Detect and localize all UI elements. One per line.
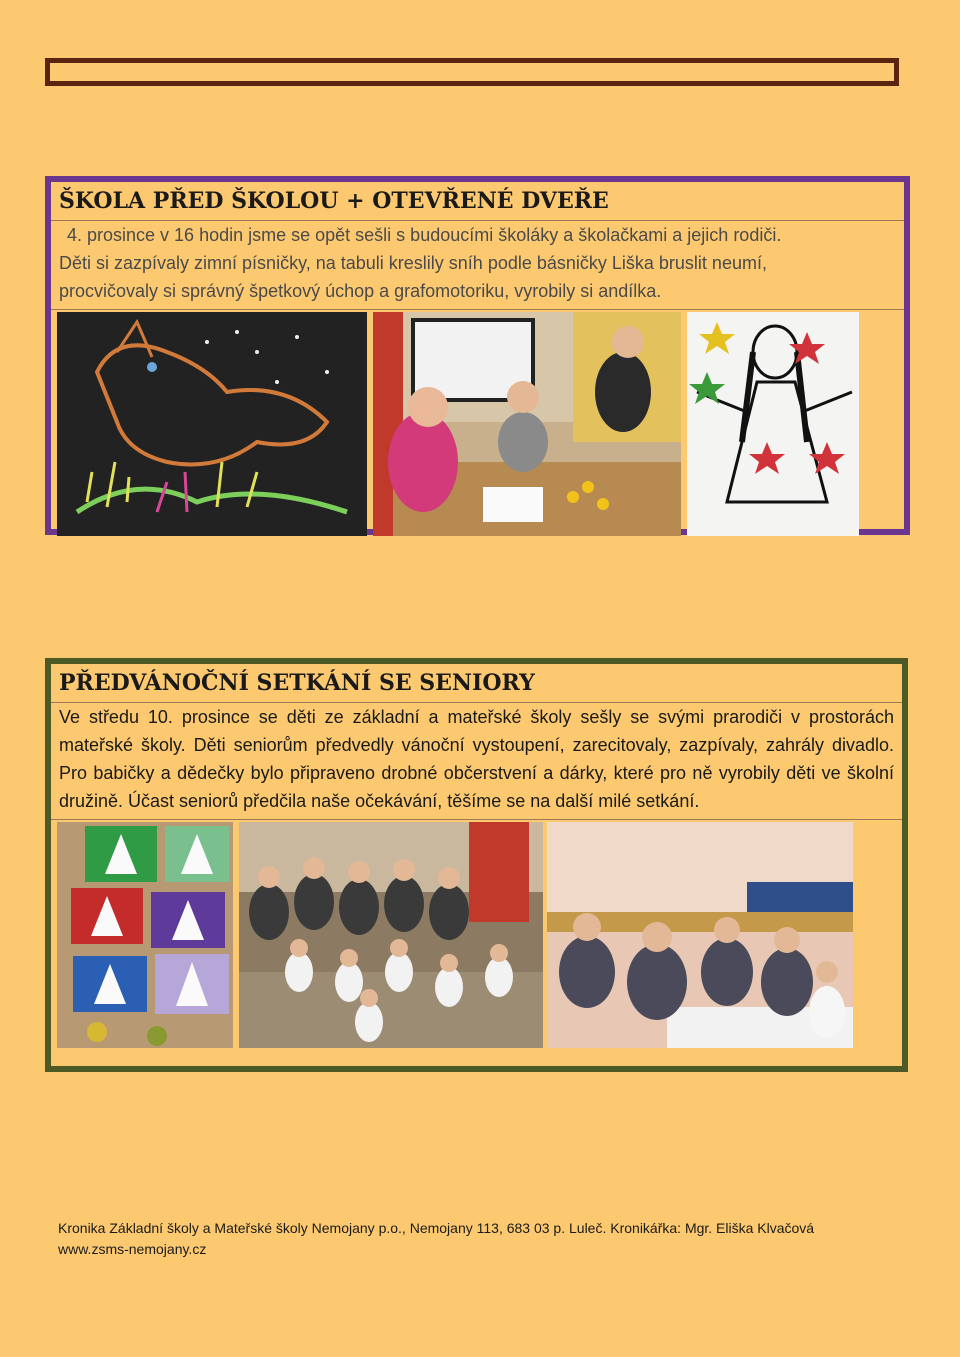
photo-classroom-crafts bbox=[373, 312, 681, 536]
section-seniors-meeting bbox=[45, 658, 908, 1072]
footer bbox=[58, 1218, 814, 1260]
text-line: Děti si zazpívaly zimní písničky, na tabuli kreslily sníh podle básničky Liška bruslit neumí, bbox=[59, 253, 767, 273]
text-line: procvičovaly si správný špetkový úchop a grafomotoriku, vyrobily si andílka. bbox=[59, 281, 662, 301]
photo-angel-drawing bbox=[687, 312, 859, 536]
photo-christmas-cards bbox=[57, 822, 233, 1048]
section-text: Ve středu 10. prosince se děti ze základní a mateřské školy sešly se svými prarodiči v prostorách mateřské školy. Děti seniorům předvedly vánoční vystoupení, zarecitovaly, zazpívaly, zahrály divadlo. Pro babičky a dědečky bylo připraveno drobné občerstvení a dárky, které pro ně vyrobily děti ve školní družině. Účast seniorů předčila naše očekávání, těšíme se na další milé setkání. bbox=[51, 703, 902, 820]
section-title: ŠKOLA PŘED ŠKOLOU + OTEVŘENÉ DVEŘE bbox=[51, 182, 904, 221]
photo-seniors-classroom bbox=[547, 822, 853, 1048]
section-school-before-school bbox=[45, 176, 910, 535]
section-text bbox=[51, 221, 904, 310]
footer-chronicle-info: Kronika Základní školy a Mateřské školy Nemojany p.o., Nemojany 113, 683 03 p. Luleč. Kronikářka: Mgr. Eliška Klvačová bbox=[58, 1220, 815, 1236]
text-line: 4. prosince v 16 hodin jsme se opět sešli s budoucími školáky a školačkami a jejich rodiči. bbox=[67, 225, 782, 245]
header-frame bbox=[45, 58, 899, 86]
photo-seniors-audience bbox=[239, 822, 543, 1048]
photo-fox-chalkboard bbox=[57, 312, 367, 536]
footer-website: www.zsms-nemojany.cz bbox=[58, 1241, 207, 1257]
section-title: PŘEDVÁNOČNÍ SETKÁNÍ SE SENIORY bbox=[51, 664, 902, 703]
